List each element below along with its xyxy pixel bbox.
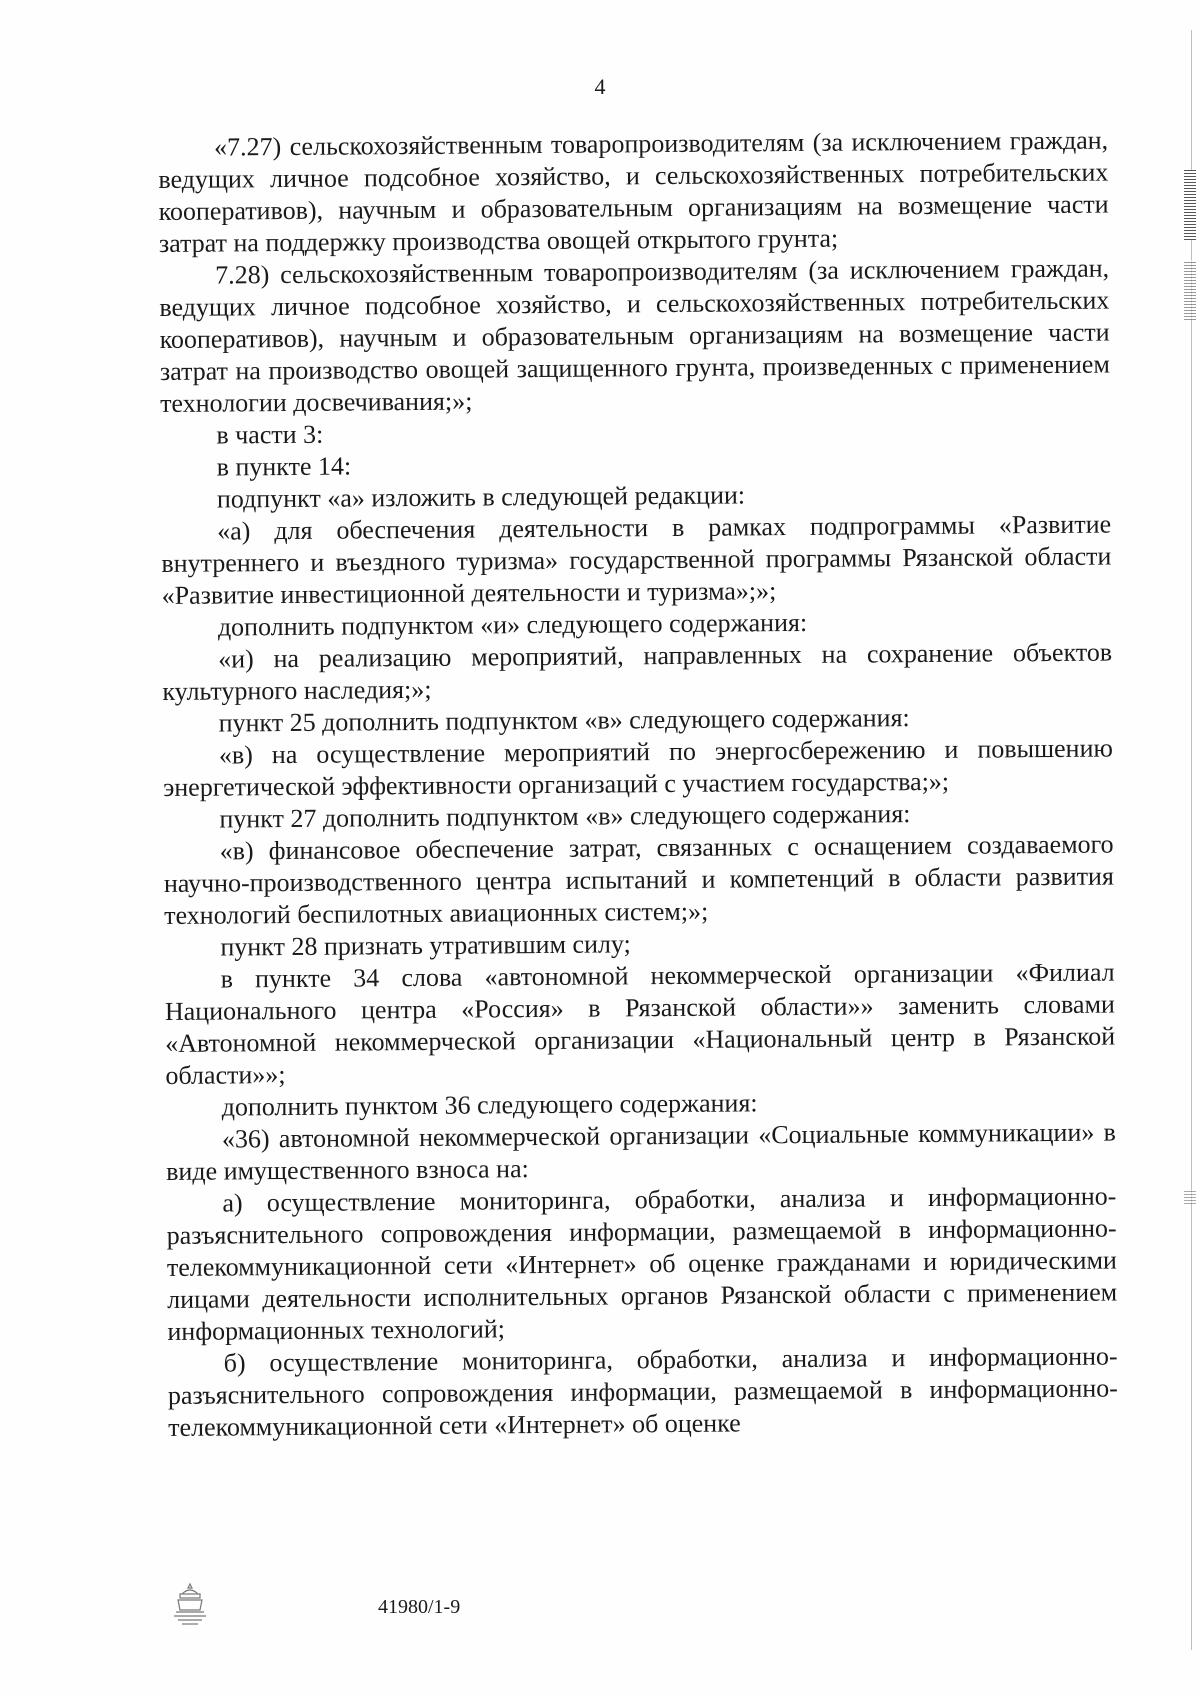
scan-edge-artifact: [1178, 0, 1200, 1695]
paragraph-point-27: пункт 27 дополнить подпунктом «в» следующего содержания:: [219, 799, 911, 834]
paragraph-point-14: в пункте 14:: [216, 451, 352, 482]
paragraph-subpoint-i-heading: дополнить подпунктом «и» следующего содержания:: [217, 607, 808, 642]
document-code: 41980/1-9: [378, 1596, 461, 1618]
page-number: 4: [594, 74, 606, 99]
emblem-icon: [168, 1580, 212, 1630]
paragraph-point-27-v: «в) финансовое обеспечение затрат, связанных с оснащением создаваемого научно-производственного центра испытаний и компетенций в области развития технологий беспилотных авиационных систем;»;: [163, 829, 1114, 930]
paragraph-point-36: «36) автономной некоммерческой организации «Социальные коммуникации» в виде имущественного взноса на:: [166, 1117, 1116, 1186]
paragraph-7-28: 7.28) сельскохозяйственным товаропроизводителям (за исключением граждан, ведущих личное подсобное хозяйство, и сельскохозяйственных потребительских кооперативов), научным и образовательным организациям на возмещение части затрат на производство овощей защищенного грунта, произведенных с применением технологии досвечивания;»;: [159, 253, 1110, 418]
paragraph-point-25: пункт 25 дополнить подпунктом «в» следующего содержания:: [218, 703, 910, 738]
paragraph-7-27: «7.27) сельскохозяйственным товаропроизводителям (за исключением граждан, ведущих личное подсобное хозяйство, и сельскохозяйственных потребительских кооперативов), научным и образовательным организациям на возмещение части затрат на поддержку производства овощей открытого грунта;: [158, 125, 1109, 258]
paragraph-subpoint-i: «и) на реализацию мероприятий, направленных на сохранение объектов культурного наследия;»;: [162, 637, 1113, 706]
paragraph-point-36-a: а) осуществление мониторинга, обработки, анализа и информационно-разъяснительного сопровождения информации, размещаемой в информационно-телекоммуникационной сети «Интернет» об оценке гражданами и юридическими лицами деятельности исполнительных органов Рязанской области с применением информационных технологий;: [166, 1181, 1118, 1346]
paragraph-point-36-heading: дополнить пунктом 36 следующего содержания:: [221, 1088, 758, 1122]
page-footer: [168, 1580, 668, 1640]
document-body: [158, 125, 1118, 1444]
paragraph-subpoint-a: «а) для обеспечения деятельности в рамках подпрограммы «Развитие внутреннего и въездного туризма» государственной программы Рязанской области «Развитие инвестиционной деятельности и туризма»;»;: [161, 509, 1112, 610]
paragraph-point-28: пункт 28 признать утратившим силу;: [220, 929, 631, 962]
paragraph-point-25-v: «в) на осуществление мероприятий по энергосбережению и повышению энергетической эффективности организаций с участием государства;»;: [163, 733, 1113, 802]
paragraph-point-34: в пункте 34 слова «автономной некоммерческой организации «Филиал Национального центра «Россия» в Рязанской области»» заменить словами «Автономной некоммерческой организации «Национальный центр в Рязанской области»»;: [164, 957, 1116, 1090]
paragraph-subpoint-a-heading: подпункт «а» изложить в следующей редакции:: [216, 480, 746, 514]
paragraph-part-3: в части 3:: [216, 419, 324, 450]
paragraph-point-36-b: б) осуществление мониторинга, обработки, анализа и информационно-разъяснительного сопровождения информации, размещаемой в информационно-телекоммуникационной сети «Интернет» об оценке: [167, 1341, 1119, 1442]
